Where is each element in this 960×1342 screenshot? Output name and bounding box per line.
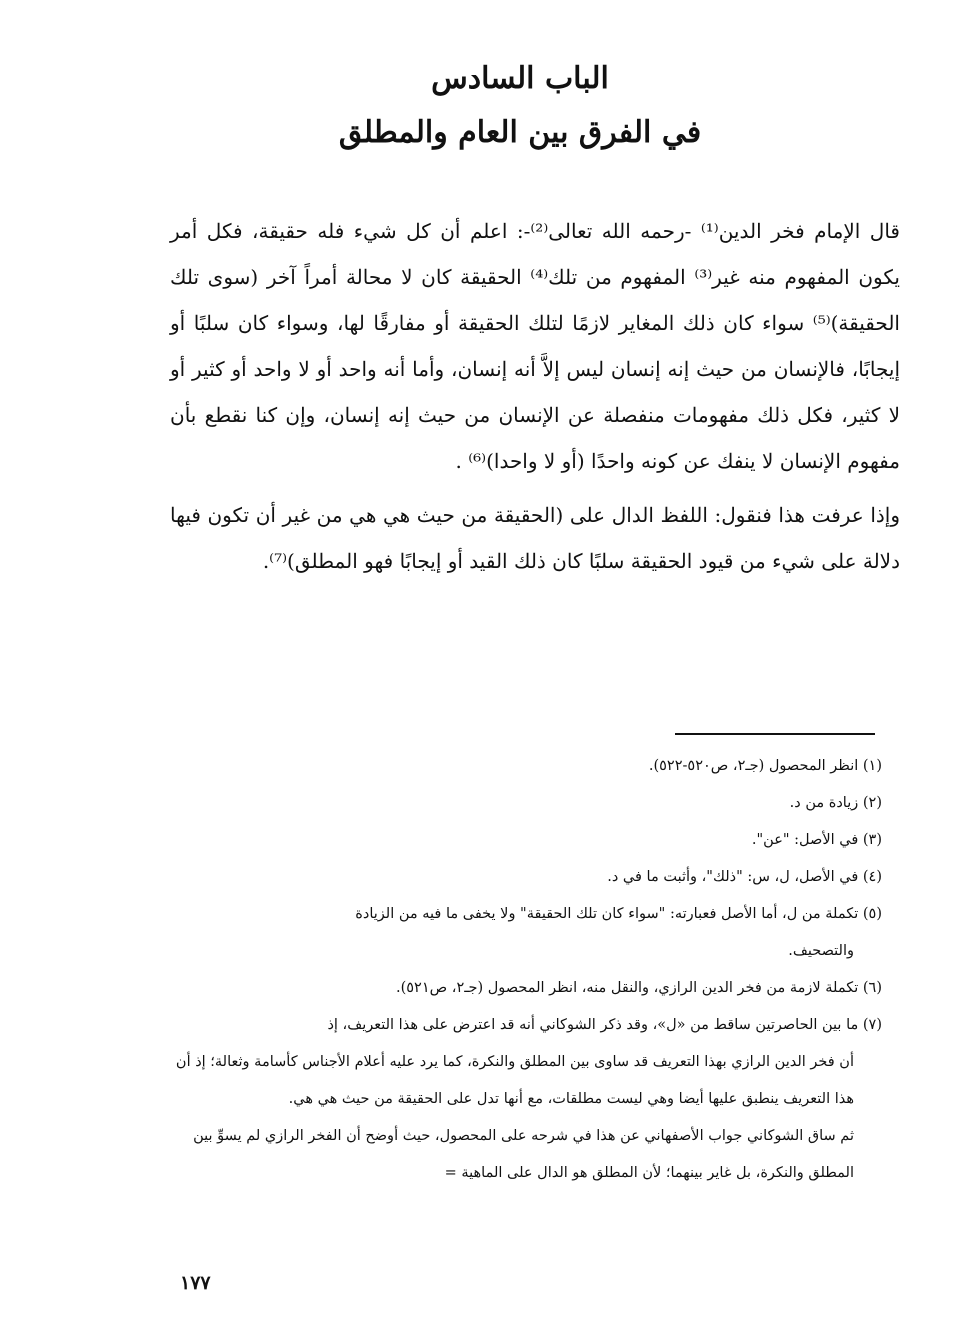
chapter-heading <box>300 52 740 160</box>
page-number: ١٧٧ <box>180 1272 211 1294</box>
footnote-7-continuation-1: أن فخر الدين الرازي بهذا التعريف قد ساوى بين المطلق والنكرة، كما يرد عليه أعلام الأجناس كأسامة وثعالة؛ إذ أن هذا التعريف ينطبق عليها أيضا وهي ليست مطلقات، مع أنها تدل على الحقيقة من حيث هي هي. <box>175 1054 854 1107</box>
footnote-separator <box>675 733 875 735</box>
footnote-6: (٦) تكملة لازمة من فخر الدين الرازي، والنقل منه، انظر المحصول (جـ٢، ص٥٢١). <box>395 980 882 996</box>
footnote-3: (٣) في الأصل: "عن". <box>751 832 882 848</box>
footnote-1: (١) انظر المحصول (جـ٢، ص٥٢٠-٥٢٢). <box>648 758 882 774</box>
footnote-7: (٧) ما بين الحاصرتين ساقط من «ل»، وقد ذكر الشوكاني أنه قد اعترض على هذا التعريف، إذ <box>327 1017 882 1033</box>
footnote-4: (٤) في الأصل، ل، س: "ذلك"، وأثبت ما في د. <box>607 869 882 885</box>
footnote-7-continuation-2: ثم ساق الشوكاني جواب الأصفهاني عن هذا في شرحه على المحصول، حيث أوضح أن الفخر الرازي لم يسوِّ بين المطلق والنكرة، بل غاير بينهما؛ لأن المطلق هو الدال على الماهية = <box>193 1128 854 1181</box>
paragraph-1: قال الإمام فخر الدين⁽¹⁾ -رحمه الله تعالى⁽²⁾-: اعلم أن كل شيء فله حقيقة، فكل أمر يكون المفهوم منه غير⁽³⁾ المفهوم من تلك⁽⁴⁾ الحقيقة كان لا محالة أمراً آخر (سوى تلك الحقيقة)⁽⁵⁾ سواء كان ذلك المغاير لازمًا لتلك الحقيقة أو مفارقًا لها، وسواء كان سلبًا أو إيجابًا، فالإنسان من حيث إنه إنسان ليس إلاَّ أنه إنسان، وأما أنه واحد أو لا واحد أو كثير أو لا كثير، فكل ذلك مفهومات منفصلة عن الإنسان من حيث إنه إنسان، وإن كنا نقطع بأن مفهوم الإنسان لا ينفك عن كونه واحدًا (أو لا واحدا)⁽⁶⁾ . <box>170 219 900 473</box>
footnote-5: (٥) تكملة من ل، أما الأصل فعبارته: "سواء كان تلك الحقيقة" ولا يخفى ما فيه من الزيادة <box>355 906 882 922</box>
chapter-title: في الفرق بين العام والمطلق <box>338 115 702 150</box>
footnote-2: (٢) زيادة من د. <box>789 795 882 811</box>
chapter-number: الباب السادس <box>431 61 609 96</box>
footnotes <box>162 748 882 1192</box>
paragraph-2: وإذا عرفت هذا فنقول: اللفظ الدال على (الحقيقة من حيث هي هي من غير أن تكون فيها دلالة على شيء من قيود الحقيقة سلبًا كان ذلك القيد أو إيجابًا فهو المطلق)⁽⁷⁾. <box>170 503 900 573</box>
footnote-5-continuation: والتصحيف. <box>788 943 854 959</box>
main-text <box>170 208 900 584</box>
